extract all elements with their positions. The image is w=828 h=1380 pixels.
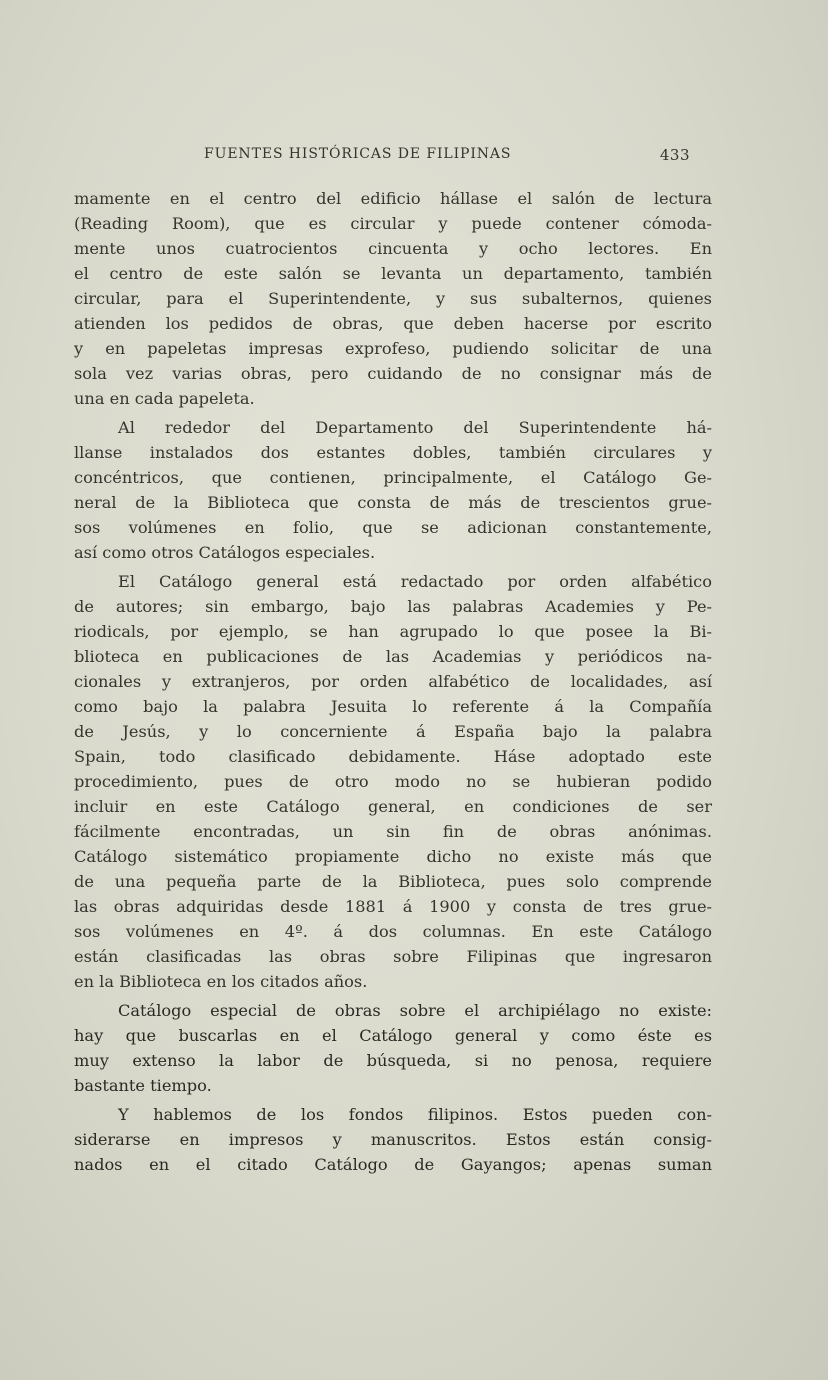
running-header — [204, 146, 690, 166]
text-line: las obras adquiridas desde 1881 á 1900 y consta de tres grue- — [74, 897, 712, 916]
text-line: El Catálogo general está redactado por orden alfabético — [118, 572, 712, 591]
text-line: riodicals, por ejemplo, se han agrupado lo que posee la Bi- — [74, 622, 712, 641]
text-line: como bajo la palabra Jesuita lo referente á la Compañía — [74, 697, 712, 716]
text-line: en la Biblioteca en los citados años. — [74, 972, 368, 991]
text-line: Catálogo especial de obras sobre el archipiélago no existe: — [118, 1001, 712, 1020]
text-line: procedimiento, pues de otro modo no se hubieran podido — [74, 772, 712, 791]
text-line: el centro de este salón se levanta un departamento, también — [74, 264, 712, 283]
text-line: fácilmente encontradas, un sin fin de obras anónimas. — [74, 822, 712, 841]
text-line: Y hablemos de los fondos filipinos. Estos pueden con- — [118, 1105, 712, 1124]
paragraph — [74, 569, 712, 994]
text-line: sos volúmenes en folio, que se adicionan constantemente, — [74, 518, 712, 537]
text-line: de Jesús, y lo concerniente á España bajo la palabra — [74, 722, 712, 741]
text-line: (Reading Room), que es circular y puede contener cómoda- — [74, 214, 712, 233]
body-text — [74, 186, 712, 1177]
text-line: neral de la Biblioteca que consta de más de trescientos grue- — [74, 493, 712, 512]
text-line: y en papeletas impresas exprofeso, pudiendo solicitar de una — [74, 339, 712, 358]
text-line: nados en el citado Catálogo de Gayangos; apenas suman — [74, 1155, 712, 1174]
text-line: están clasificadas las obras sobre Filipinas que ingresaron — [74, 947, 712, 966]
text-line: cionales y extranjeros, por orden alfabético de localidades, así — [74, 672, 712, 691]
text-line: siderarse en impresos y manuscritos. Estos están consig- — [74, 1130, 712, 1149]
paragraph — [74, 186, 712, 411]
text-line: muy extenso la labor de búsqueda, si no penosa, requiere — [74, 1051, 712, 1070]
text-line: atienden los pedidos de obras, que deben hacerse por escrito — [74, 314, 712, 333]
text-line: llanse instalados dos estantes dobles, también circulares y — [74, 443, 712, 462]
text-line: sola vez varias obras, pero cuidando de no consignar más de — [74, 364, 712, 383]
text-line: sos volúmenes en 4º. á dos columnas. En este Catálogo — [74, 922, 712, 941]
paragraph — [74, 998, 712, 1098]
text-line: concéntricos, que contienen, principalmente, el Catálogo Ge- — [74, 468, 712, 487]
text-line: incluir en este Catálogo general, en condiciones de ser — [74, 797, 712, 816]
text-line: blioteca en publicaciones de las Academias y periódicos na- — [74, 647, 712, 666]
text-line: hay que buscarlas en el Catálogo general y como éste es — [74, 1026, 712, 1045]
text-line: de autores; sin embargo, bajo las palabras Academies y Pe- — [74, 597, 712, 616]
text-line: Catálogo sistemático propiamente dicho no existe más que — [74, 847, 712, 866]
text-line: así como otros Catálogos especiales. — [74, 543, 376, 562]
text-line: de una pequeña parte de la Biblioteca, pues solo comprende — [74, 872, 712, 891]
text-line: una en cada papeleta. — [74, 389, 255, 408]
text-line: Spain, todo clasificado debidamente. Háse adoptado este — [74, 747, 712, 766]
text-line: circular, para el Superintendente, y sus subalternos, quienes — [74, 289, 712, 308]
paragraph — [74, 1102, 712, 1177]
text-line: bastante tiempo. — [74, 1076, 212, 1095]
page-number: 433 — [659, 146, 690, 164]
paragraph — [74, 415, 712, 565]
text-line: mamente en el centro del edificio hállase el salón de lectura — [74, 189, 712, 208]
running-title: FUENTES HISTÓRICAS DE FILIPINAS — [204, 146, 512, 162]
text-line: Al rededor del Departamento del Superintendente há- — [118, 418, 712, 437]
text-line: mente unos cuatrocientos cincuenta y ocho lectores. En — [74, 239, 712, 258]
